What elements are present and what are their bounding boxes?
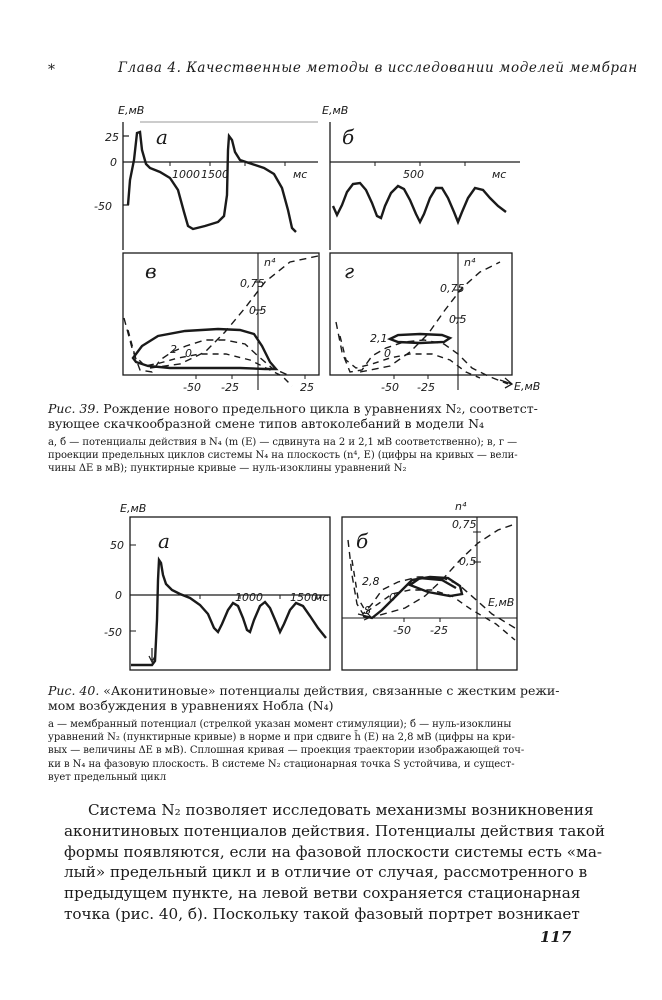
fig40-caption-body-line: вых — величины ΔE в мВ). Сплошная кривая — проекция траектории изображающей точ- xyxy=(48,745,525,757)
fig40b-frame xyxy=(342,517,517,670)
fig39g-limit-cycle xyxy=(390,334,450,343)
fig40a-potential xyxy=(131,560,329,665)
fig39a-action-potential xyxy=(128,132,296,232)
fig40b-ytick-05: 0,5 xyxy=(459,555,477,568)
fig39v-xtick-minus50: -50 xyxy=(183,381,201,394)
fig40b-curve-label-28: 2,8 xyxy=(362,575,380,588)
fig39-caption-body-line: чины ΔE в мВ); пунктирные кривые — нуль-изоклины уравнений N₂ xyxy=(48,463,407,475)
fig39g-xtick-minus25: -25 xyxy=(417,381,435,394)
fig40b-xtick-minus25: -25 xyxy=(430,624,448,637)
fig40a-xtick-1500: 1500 xyxy=(290,591,318,604)
fig39-caption-label: Рис. 39. xyxy=(48,401,100,416)
fig40b-xlabel: E,мВ xyxy=(488,596,515,609)
fig40-caption-body-line: вует предельный цикл xyxy=(48,771,167,783)
fig39a-xtick-1500: 1500 xyxy=(201,168,229,181)
fig40-caption-title-line1: «Аконитиновые» потенциалы действия, связанные с жестким режи- xyxy=(103,683,560,698)
fig39a-xtick-1000: 1000 xyxy=(172,168,200,181)
fig40b-xtick-minus50: -50 xyxy=(393,624,411,637)
paragraph-line: аконитиновых потенциалов действия. Потенциалы действия такой xyxy=(64,821,606,840)
fig39v-ylabel: n⁴ xyxy=(264,256,276,269)
fig39v-curve-label-2: 2 xyxy=(170,343,177,356)
fig39-panel-b xyxy=(330,122,520,250)
fig39a-ytick-0: 0 xyxy=(110,156,117,169)
fig39-caption-title xyxy=(48,401,618,431)
fig39-caption-title-line2: вующее скачкообразной смене типов автоколебаний в модели N₄ xyxy=(48,416,485,431)
fig40b-ylabel: n⁴ xyxy=(455,500,467,513)
header-marker: * xyxy=(48,62,55,78)
paragraph-line: лый» предельный цикл и в отличие от случая, рассмотренного в xyxy=(64,863,588,882)
fig39-panel-g xyxy=(330,253,512,390)
fig39g-ytick-075: 0,75 xyxy=(440,282,465,295)
page-number: 117 xyxy=(540,928,572,946)
fig40b-ytick-075: 0,75 xyxy=(452,518,477,531)
fig40a-ytick-minus50: -50 xyxy=(104,626,122,639)
fig39g-curve-label-21: 2,1 xyxy=(370,332,388,345)
fig39-caption-title-line1: Рождение нового предельного цикла в уравнениях N₂, соответст- xyxy=(103,401,538,416)
fig40-caption-body-line: ки в N₄ на фазовую плоскость. В системе N₂ стационарная точка S устойчива, и сущест- xyxy=(48,758,515,770)
fig39-caption-body-line: а, б — потенциалы действия в N₄ (m (E) — сдвинута на 2 и 2,1 мВ соответственно); в, г — xyxy=(48,437,518,448)
fig39g-xtick-minus50: -50 xyxy=(381,381,399,394)
paragraph-line: предыдущем пункте, на левой ветви сохраняется стационарная xyxy=(64,884,581,903)
fig40a-ytick-50: 50 xyxy=(110,539,124,552)
fig39a-letter: а xyxy=(156,125,168,149)
fig39g-curve-label-0: 0 xyxy=(384,347,391,360)
fig39a-ytick-25: 25 xyxy=(105,131,119,144)
running-title: Глава 4. Качественные методы в исследовании моделей мембран xyxy=(118,60,638,76)
paragraph-line: формы появляются, если на фазовой плоскости системы есть «ма- xyxy=(64,842,603,861)
fig39b-letter: б xyxy=(342,125,355,149)
fig39b-oscillation xyxy=(333,183,506,222)
fig39v-xtick-25: 25 xyxy=(300,381,314,394)
fig39-caption-body-line: проекции предельных циклов системы N₄ на плоскость (n⁴, E) (цифры на кривых — вели- xyxy=(48,450,518,462)
fig39v-xtick-minus25: -25 xyxy=(221,381,239,394)
fig40a-xtick-1000: 1000 xyxy=(235,591,263,604)
fig39g-frame xyxy=(330,253,512,375)
fig39v-curve-label-0: 0 xyxy=(185,347,192,360)
fig40a-letter: а xyxy=(158,529,170,553)
fig39v-ytick-05: 0,5 xyxy=(249,304,267,317)
fig39-panel-a xyxy=(123,122,318,250)
fig39g-ylabel: n⁴ xyxy=(464,256,476,269)
fig39b-xtick-500: 500 xyxy=(403,168,424,181)
fig40-caption-label: Рис. 40. xyxy=(48,683,100,698)
fig39v-letter: в xyxy=(145,259,157,283)
fig39g-letter: г xyxy=(344,259,355,283)
paragraph-line: Система N₂ позволяет исследовать механизмы возникновения xyxy=(88,801,594,819)
fig40b-curve-label-0: 0 xyxy=(389,591,396,604)
fig39v-ytick-075: 0,75 xyxy=(240,277,265,290)
fig40b-letter: б xyxy=(356,529,369,553)
fig40a-ylabel: E,мВ xyxy=(120,502,147,515)
fig40a-ytick-0: 0 xyxy=(115,589,122,602)
fig39g-xlabel: E,мВ xyxy=(514,380,541,393)
fig39a-ytick-minus50: -50 xyxy=(94,200,112,213)
fig39v-limit-cycle xyxy=(133,329,276,369)
fig39g-nullcline-rising xyxy=(360,262,500,372)
body-paragraph xyxy=(64,800,606,925)
fig40-caption-title xyxy=(48,683,618,713)
fig40-caption-body-line: а — мембранный потенциал (стрелкой указан момент стимуляции); б — нуль-изоклины xyxy=(48,719,512,730)
paragraph-line: точка (рис. 40, б). Поскольку такой фазовый портрет возникает xyxy=(64,904,580,923)
fig39g-ytick-05: 0,5 xyxy=(449,313,467,326)
fig39a-ylabel: E,мВ xyxy=(118,104,145,117)
fig40-caption-body-line: уравнений N₂ (пунктирные кривые) в норме и при сдвиге h̄ (E) на 2,8 мВ (цифры на кри- xyxy=(48,732,515,744)
fig40-caption-title-line2: мом возбуждения в уравнениях Нобла (N₄) xyxy=(48,698,334,713)
fig39b-xunit: мс xyxy=(492,168,507,181)
fig39b-ylabel: E,мВ xyxy=(322,104,349,117)
fig40-panel-b xyxy=(342,517,517,670)
fig40-caption-body xyxy=(48,718,618,784)
fig40b-point-S: S xyxy=(364,604,371,617)
fig39a-xunit: мс xyxy=(293,168,308,181)
fig39-caption-body xyxy=(48,436,618,476)
fig40a-xunit: мс xyxy=(314,591,329,604)
